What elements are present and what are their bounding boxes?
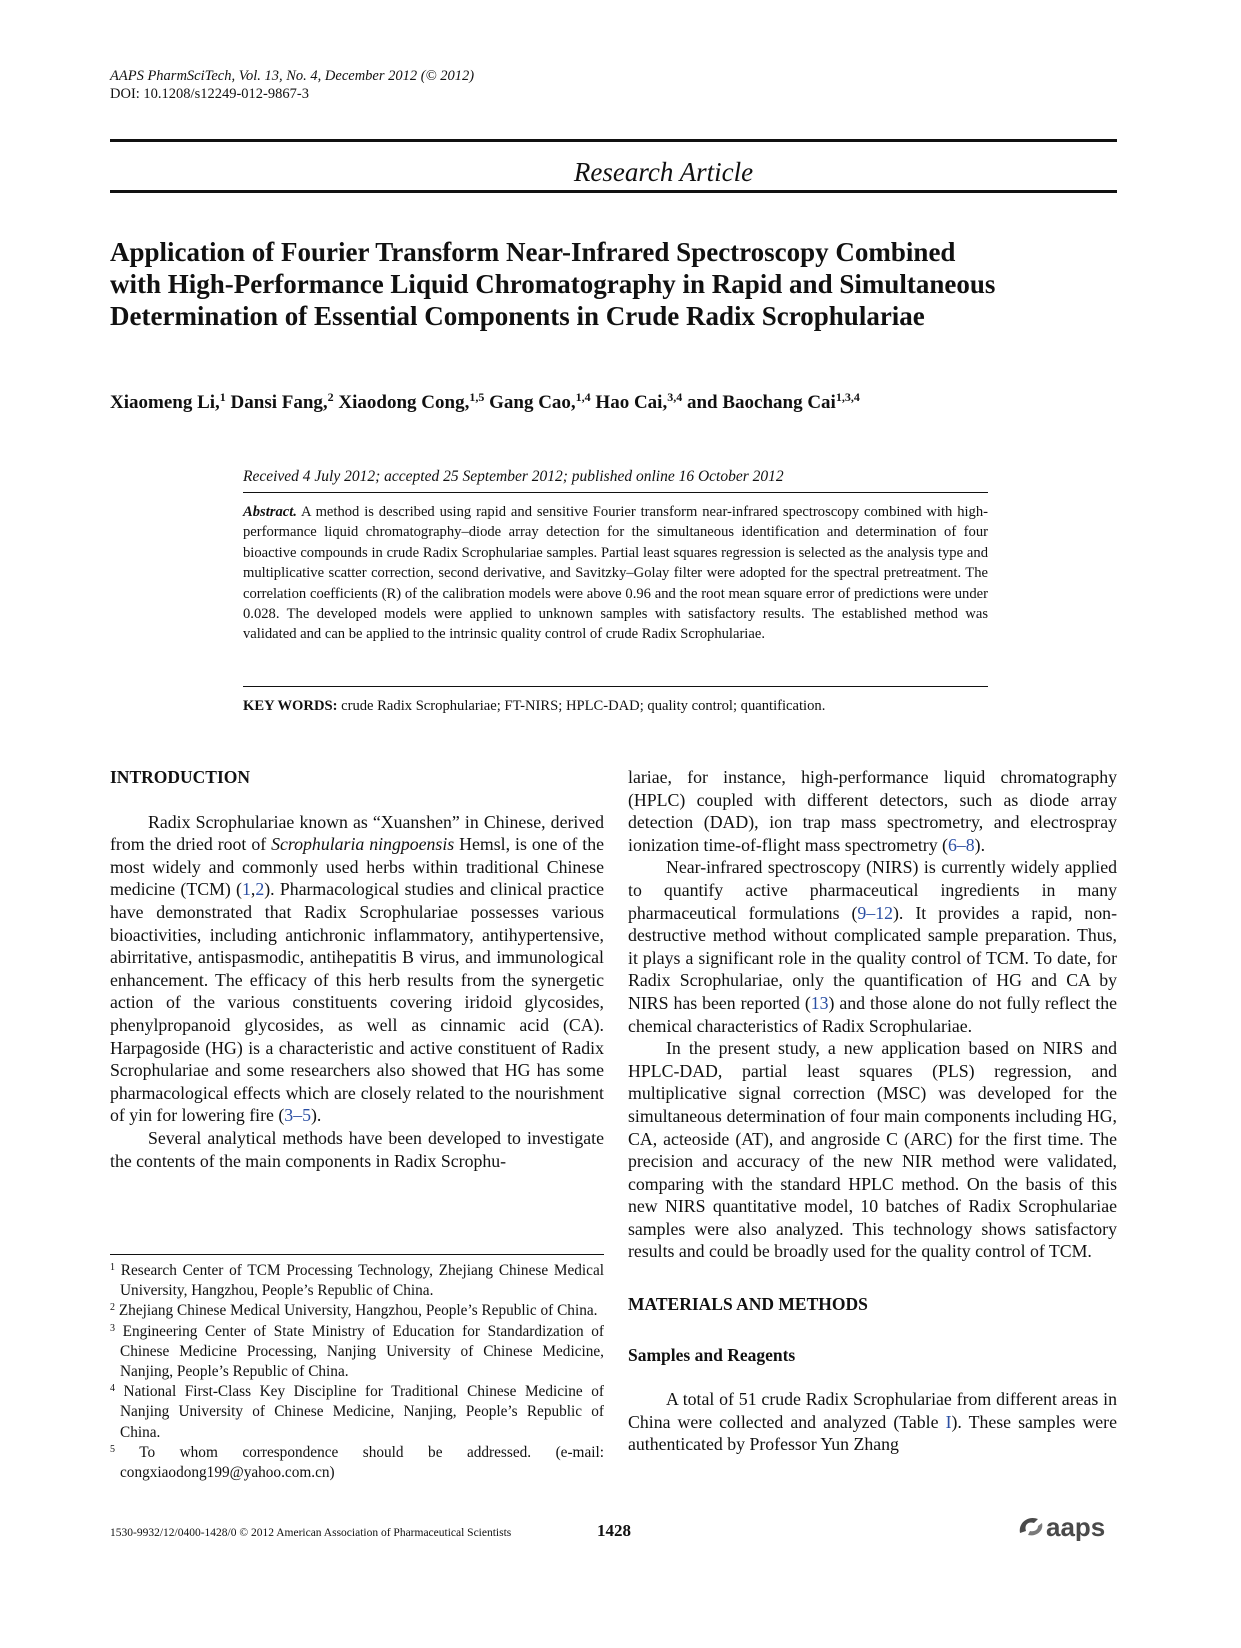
top-rule [110,139,1117,142]
abstract-bottom-rule [243,686,988,687]
right-column [628,766,1117,1456]
footnote: $^3$ Engineering Center of State Ministry of Education for Standardization of Chinese Medicine Processing, Nanjing University of Chinese Medicine, Nanjing, People’s Republic of China. [110,1322,604,1381]
citation-link[interactable]: 9–12 [857,902,893,923]
footnote-rule [110,1254,604,1255]
citation-link[interactable]: 3–5 [284,1105,311,1126]
intro-paragraph-2-continued: lariae, for instance, high-performance liquid chromatography (HPLC) coupled with different detectors, such as diode array detection (DAD), ion trap mass spectrometry, and electrospray ionization time-of-flight mass spectrometry (6–8). [628,767,1117,855]
author-affiliation: 1,3,4 [835,390,860,404]
methods-heading: MATERIALS AND METHODS [628,1294,868,1315]
doi: DOI: 10.1208/s12249-012-9867-3 [110,86,309,102]
citation-link[interactable]: 6–8 [947,834,975,855]
table-link[interactable]: I [945,1411,952,1432]
aaps-logo-icon [1020,1518,1043,1535]
abstract-top-rule [243,492,988,493]
author-list [110,392,860,414]
species-name: Scrophularia ningpoensis [271,834,455,855]
copyright-line: 1530-9932/12/0400-1428/0 © 2012 American Association of Pharmaceutical Scientists [110,1527,512,1539]
title-line: with High-Performance Liquid Chromatography in Rapid and Simultaneous [110,269,996,299]
author-name: Xiaomeng Li, [110,392,220,413]
author-affiliation: 3,4 [667,390,683,404]
footnote: $^5$ To whom correspondence should be addressed. (e-mail: congxiaodong199@yahoo.com.cn) [110,1443,604,1482]
footnotes [110,1261,604,1483]
footnote: $^1$ Research Center of TCM Processing Technology, Zhejiang Chinese Medical University, Hangzhou, People’s Republic of China. [110,1262,605,1300]
introduction-heading: INTRODUCTION [110,767,251,787]
abstract-text: A method is described using rapid and sensitive Fourier transform near-infrared spectroscopy combined with high-performance liquid chromatography–diode array detection for the simultaneous identification and determination of four bioactive compounds in crude Radix Scrophulariae samples. Partial least squares regression is selected as the analysis type and multiplicative scatter correction, second derivative, and Savitzky–Golay filter were adopted for the spectral pretreatment. The correlation coefficients (R) of the calibration models were above 0.96 and the root mean square error of predictions were under 0.028. The developed models were applied to unknown samples with satisfactory results. The established method was validated and can be applied to the intrinsic quality control of crude Radix Scrophulariae. [243,504,988,643]
abstract-label: Abstract. [243,504,297,520]
journal-citation: AAPS PharmSciTech, Vol. 13, No. 4, December 2012 (© 2012) [110,68,475,84]
keywords-label: KEY WORDS: [243,698,338,714]
citation-link[interactable]: 2 [255,879,265,900]
received-dates: Received 4 July 2012; accepted 25 September 2012; published online 16 October 2012 [243,468,784,485]
left-column [110,766,604,1172]
intro-paragraph-4: In the present study, a new application based on NIRS and HPLC-DAD, partial least squares (PLS) regression, and multiplicative signal correction (MSC) was developed for the simultaneous determination of four main components including HG, CA, acteoside (AT), and angroside C (ARC) for the first time. The precision and accuracy of the new NIR method were validated, comparing with the standard HPLC method. On the basis of this new NIRS quantitative model, 10 batches of Radix Scrophulariae samples were also analyzed. This technology shows satisfactory results and could be broadly used for the quality control of TCM. [628,1038,1117,1262]
footnote: $^2$ Zhejiang Chinese Medical University, Hangzhou, People’s Republic of China. [110,1302,598,1320]
author-name: Dansi Fang, [230,392,328,413]
aaps-logo-text: aaps [1046,1512,1106,1541]
header-bottom-rule [110,190,1117,193]
citation-link[interactable]: 13 [810,992,829,1013]
methods-paragraph-1: A total of 51 crude Radix Scrophulariae from different areas in China were collected and analyzed (Table I). These samples were authenticated by Professor Yun Zhang [628,1389,1117,1455]
samples-subheading: Samples and Reagents [628,1344,796,1365]
abstract [243,502,988,645]
keywords [243,698,988,715]
intro-paragraph-2: Several analytical methods have been developed to investigate the contents of the main components in Radix Scrophu- [110,1127,604,1171]
title-line: Application of Fourier Transform Near-Infrared Spectroscopy Combined [110,237,956,267]
author-affiliation: 1,4 [575,390,591,404]
author-name: and Baochang Cai [686,392,836,413]
intro-paragraph-3: Near-infrared spectroscopy (NIRS) is currently widely applied to quantify active pharmaceutical ingredients in many pharmaceutical formulations (9–12). It provides a rapid, non-destructive method without complicated sample preparation. Thus, it plays a significant role in the quality control of TCM. To date, for Radix Scrophulariae, only the quantification of HG and CA by NIRS has been reported (13) and those alone do not fully reflect the chemical characteristics of Radix Scrophulariae. [628,857,1117,1036]
aaps-logo [1016,1511,1120,1541]
footnote: $^4$ National First-Class Key Discipline for Traditional Chinese Medicine of Nanjing University of Chinese Medicine, Nanjing, People’s Republic of China. [110,1383,604,1441]
page-number: 1428 [597,1521,631,1540]
citation-link[interactable]: 1 [241,879,251,900]
article-title [110,236,1120,332]
author-affiliation: 1,5 [469,390,485,404]
intro-paragraph-1: Radix Scrophulariae known as “Xuanshen” in Chinese, derived from the dried root of Scrophularia ningpoensis Hemsl, is one of the most widely and commonly used herbs within traditional Chinese medicine (TCM) (1,2). Pharmacological studies and clinical practice have demonstrated that Radix Scrophulariae possesses various bioactivities, including antichronic inflammatory, antihypertensive, abirritative, antispasmodic, antihepatitis B virus, and immunological enhancement. The efficacy of this herb results from the synergetic action of the various constituents covering iridoid glycosides, phenylpropanoid glycosides, as well as cinnamic acid (CA). Harpagoside (HG) is a characteristic and active constituent of Radix Scrophulariae and some researchers also showed that HG has some pharmacological effects which are closely related to the nourishment of yin for lowering fire (3–5). [110,811,605,1126]
title-line: Determination of Essential Components in Crude Radix Scrophulariae [110,301,925,331]
keywords-text: crude Radix Scrophulariae; FT-NIRS; HPLC-DAD; quality control; quantification. [341,698,826,714]
author-affiliation: 1 [219,390,226,404]
author-name: Gang Cao, [489,392,576,413]
author-name: Xiaodong Cong, [338,392,470,413]
author-affiliation: 2 [327,390,334,404]
article-type: Research Article [573,157,754,187]
author-name: Hao Cai, [595,392,668,413]
